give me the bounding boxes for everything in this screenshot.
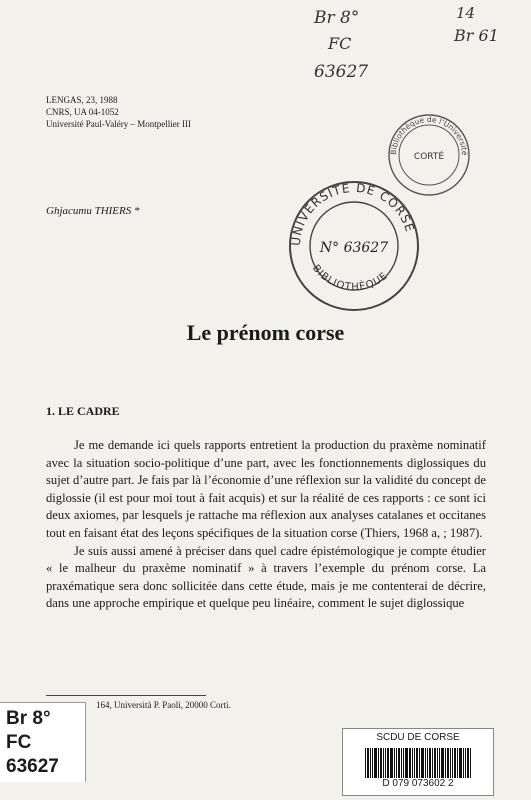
barcode-bar (445, 748, 446, 778)
svg-text:UNIVERSITÉ DE CORSE (289, 180, 417, 246)
stamp-university-number: N° 63627 (319, 240, 389, 256)
article-body (46, 437, 486, 613)
barcode-bar (463, 748, 464, 778)
barcode-bar (432, 748, 433, 778)
barcode-library-name: SCDU DE CORSE (376, 732, 460, 743)
barcode-bar (390, 748, 393, 778)
barcode-bar (398, 748, 400, 778)
article-title: Le prénom corse (186, 320, 345, 345)
handwritten-shelfmark-fc: FC (328, 34, 352, 53)
handwritten-page-number: 14 (456, 4, 476, 22)
barcode-bar (441, 748, 444, 778)
footnote-rule (46, 695, 206, 696)
call-number-line: 63627 (6, 756, 59, 777)
svg-text:BIBLIOTHÈQUE (310, 263, 390, 293)
handwritten-inventory-number: 63627 (314, 62, 369, 82)
barcode-number: D 079 073602 2 (382, 778, 454, 789)
svg-text:Bibliothèque de l’Université (389, 115, 469, 156)
barcode-bar (412, 748, 413, 778)
barcode-bar (372, 748, 373, 778)
journal-name: LENGAS, 23, 1988 (46, 95, 118, 105)
paragraph: Je suis aussi amené à préciser dans quel cadre épistémologique je compte étudier « le malheur du praxème nominatif » à travers l’exemple du prénom corse. La praxématique sera donc sollicitée dans cette étude, mais je me contenterai de décrire, dans une approche empirique et quelque peu linéaire, comment le sujet diglossique (46, 543, 486, 611)
section-heading: 1. LE CADRE (46, 404, 120, 418)
journal-header (46, 94, 191, 130)
barcode-bar (425, 748, 426, 778)
stamp-university-top: UNIVERSITÉ DE CORSE (288, 180, 418, 247)
handwritten-shelfmark-right: Br 61 (454, 26, 499, 45)
barcode-bar (394, 748, 395, 778)
university-name: Université Paul-Valéry – Montpellier III (46, 119, 191, 129)
stamp-university-bottom: BIBLIOTHÈQUE (310, 263, 391, 294)
barcode-bar (467, 748, 469, 778)
barcode-bar (374, 748, 377, 778)
barcode-bar (452, 748, 453, 778)
barcode-bar (459, 748, 462, 778)
barcode-bar (450, 748, 451, 778)
barcode-bar (370, 748, 371, 778)
barcode-bar (414, 748, 415, 778)
barcode-bar (396, 748, 397, 778)
call-number-line: FC (6, 732, 32, 753)
handwritten-shelfmark: Br 8° (314, 8, 360, 28)
barcode-bar (383, 748, 384, 778)
barcode-bar (409, 748, 411, 778)
barcode-bar (465, 748, 466, 778)
barcode-bar (429, 748, 431, 778)
barcode-bar (434, 748, 436, 778)
barcode-bar (439, 748, 440, 778)
cnrs-unit: CNRS, UA 04-1052 (46, 107, 119, 117)
barcode-bar (457, 748, 458, 778)
barcode-bar (365, 748, 366, 778)
barcode-bar (367, 748, 369, 778)
barcode-bar (416, 748, 418, 778)
stamp-small-ring-text: Bibliothèque de l’Université (388, 114, 470, 156)
barcode-bar (385, 748, 386, 778)
paragraph: Je me demande ici quels rapports entretient la production du praxème nominatif avec la situation socio-politique d’une part, avec les fonctionnements diglossiques du sujet d’autre part. Je fais par là l’économie d’une réflexion sur la validité du concept de diglossie (il est pour moi tout à fait acquis) et sur la réalité de ces rapports : ce sont ici deux axiomes, par lesquels je rattache ma réflexion aux analyses catalanes et occitanes tout en faisant état des leçons spécifiques de la situation corse (Thiers, 1968 a, ; 1987). (46, 438, 486, 540)
barcode-bar (470, 748, 471, 778)
barcode-bar (405, 748, 408, 778)
footnote: 164, Università P. Paoli, 20000 Corti. (96, 700, 231, 710)
university-stamp (284, 176, 424, 316)
barcode-icon (343, 746, 493, 778)
call-number-line: Br 8° (6, 708, 51, 729)
barcode-bar (454, 748, 456, 778)
barcode-bar (427, 748, 428, 778)
barcode-label (342, 728, 494, 796)
stamp-small-center: CORTÉ (413, 152, 445, 162)
call-number-label (0, 702, 86, 782)
barcode-bar (437, 748, 438, 778)
barcode-bar (447, 748, 449, 778)
barcode-bar (378, 748, 379, 778)
author-name: Ghjacumu THIERS * (46, 205, 140, 217)
barcode-bar (401, 748, 402, 778)
barcode-bar (380, 748, 382, 778)
barcode-bar (403, 748, 404, 778)
barcode-bar (419, 748, 420, 778)
barcode-bar (421, 748, 424, 778)
barcode-bar (387, 748, 389, 778)
